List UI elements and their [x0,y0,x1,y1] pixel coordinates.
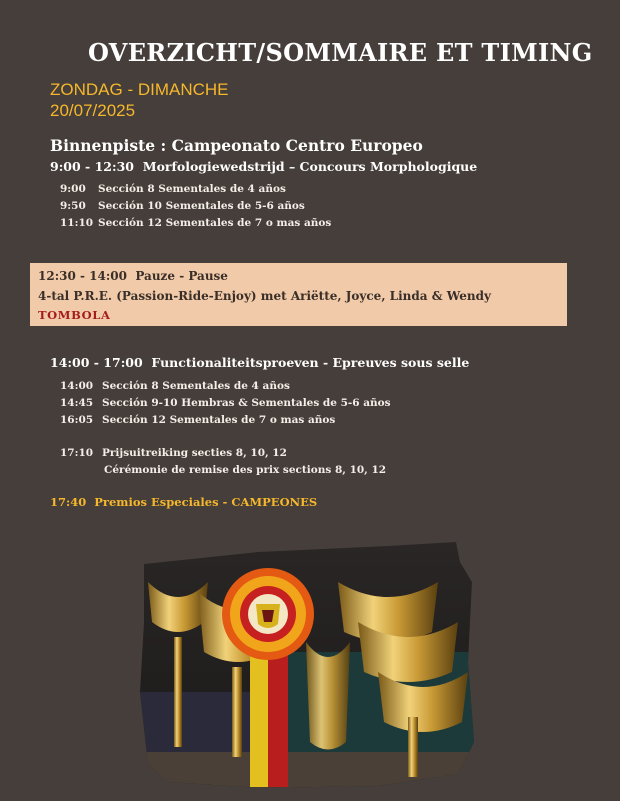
schedule-row [60,412,469,429]
schedule-text: Sección 12 Sementales de 7 o mas años [102,414,336,426]
morning-label: Morfologiewedstrijd – Concours Morphologique [142,159,478,174]
ceremony-time: 17:10 [60,447,94,459]
schedule-text: Sección 9-10 Hembras & Sementales de 5-6 años [102,397,391,409]
schedule-time: 14:00 [60,380,94,392]
schedule-text: Sección 12 Sementales de 7 o mas años [98,217,332,229]
morning-schedule [60,181,477,232]
afternoon-section [50,355,469,479]
schedule-time: 9:00 [60,183,86,195]
day-date: 20/07/2025 [50,101,136,120]
day-name: ZONDAG - DIMANCHE [50,80,229,99]
schedule-text: Sección 8 Sementales de 4 años [102,380,290,392]
trophies-photo [138,542,478,790]
finale-line [50,495,317,509]
arena-title: Binnenpiste : Campeonato Centro Europeo [50,136,423,155]
pause-heading [38,267,559,286]
schedule-time: 14:45 [60,397,94,409]
schedule-text: Sección 10 Sementales de 5-6 años [98,200,305,212]
finale-time: 17:40 [50,495,87,509]
pause-time: 12:30 - 14:00 [38,269,127,283]
page-title: OVERZICHT/SOMMAIRE ET TIMING [88,38,593,67]
schedule-row [60,181,477,198]
schedule-row [60,395,469,412]
schedule-text: Sección 8 Sementales de 4 años [98,183,286,195]
schedule-row [60,378,469,395]
arena-section [50,136,477,232]
afternoon-time: 14:00 - 17:00 [50,355,143,370]
morning-heading [50,159,477,174]
schedule-time: 11:10 [60,217,94,229]
ceremony-line1: Prijsuitreiking secties 8, 10, 12 [102,447,287,459]
afternoon-label: Functionaliteitsproeven - Epreuves sous selle [151,355,470,370]
afternoon-heading [50,355,469,370]
morning-time: 9:00 - 12:30 [50,159,135,174]
day-header [50,79,229,121]
tombola-label: TOMBOLA [38,308,111,322]
ceremony-row-fr [60,462,469,479]
schedule-time: 16:05 [60,414,94,426]
finale-label: Premios Especiales - CAMPEONES [94,495,318,509]
schedule-time: 9:50 [60,200,86,212]
pause-box [30,263,567,326]
ceremony-line2: Cérémonie de remise des prix sections 8, 10, 12 [104,464,387,476]
afternoon-schedule [60,378,469,479]
ceremony-row [60,445,469,462]
schedule-row [60,215,477,232]
pause-show: 4-tal P.R.E. (Passion-Ride-Enjoy) met Ariëtte, Joyce, Linda & Wendy [38,289,491,303]
schedule-row [60,198,477,215]
pause-label: Pauze - Pause [135,269,228,283]
